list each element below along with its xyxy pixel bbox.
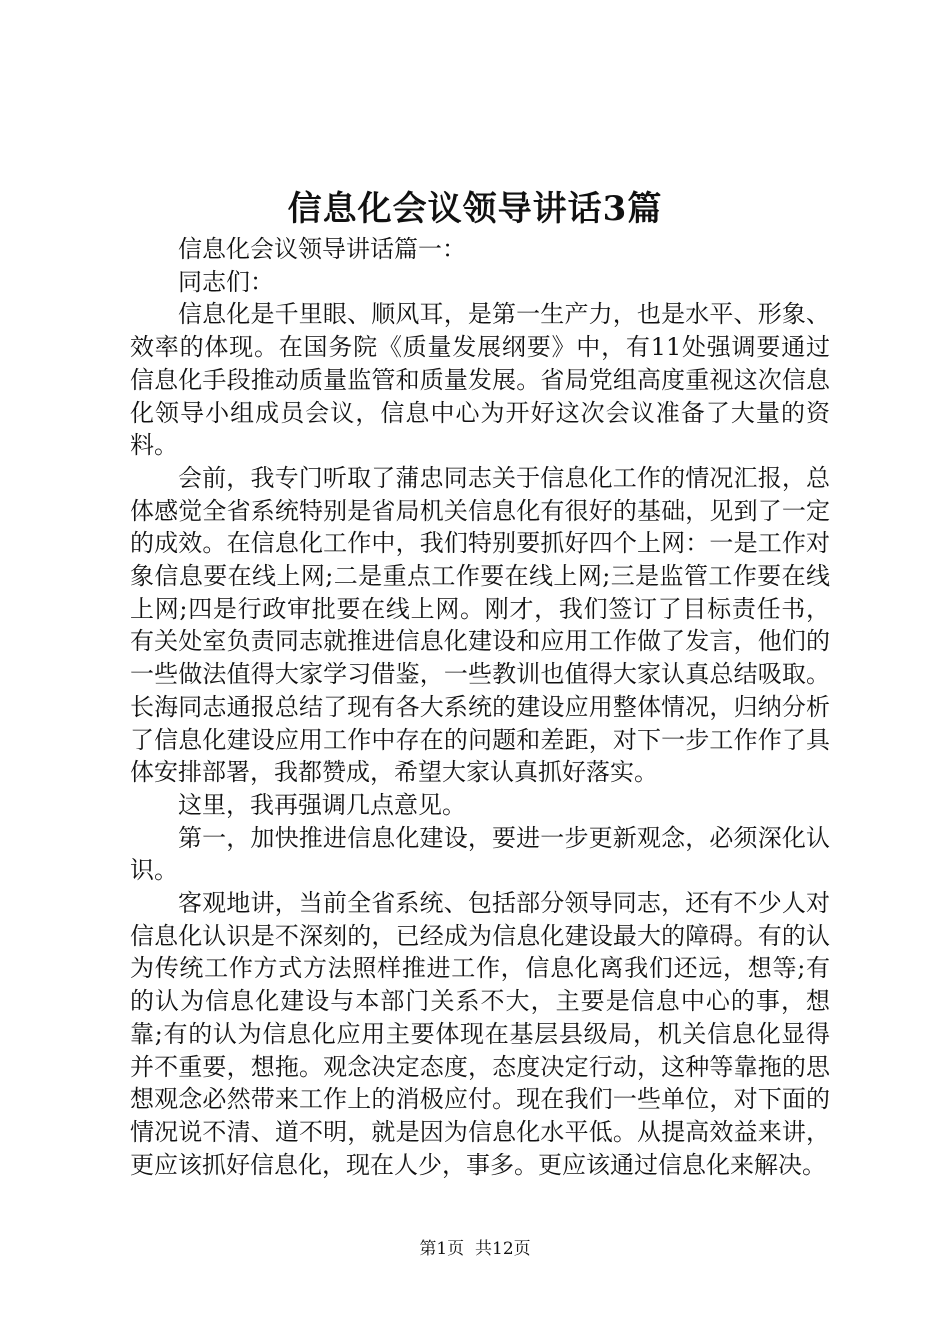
page-number: 第1页 (419, 1239, 465, 1259)
salutation: 同志们： (178, 267, 274, 296)
body-paragraph: 第一，加快推进信息化建设，要进一步更新观念，必须深化认识。 (130, 823, 830, 885)
body-paragraph: 客观地讲，当前全省系统、包括部分领导同志，还有不少人对信息化认识是不深刻的，已经成为信息化建设最大的障碍。有的认为传统工作方式方法照样推进工作，信息化离我们还远，想等;有的认为信息化建设与本部门关系不大，主要是信息中心的事，想靠;有的认为信息化应用主要体现在基层县级局，机关信息化显得并不重要，想拖。观念决定态度，态度决定行动，这种等靠拖的思想观念必然带来工作上的消极应付。现在我们一些单位，对下面的情况说不清、道不明，就是因为信息化水平低。从提高效益来讲，更应该抓好信息化，现在人少，事多。更应该通过信息化来解决。 (130, 889, 830, 1179)
page-total: 共12页 (475, 1239, 531, 1259)
body-paragraph: 信息化是千里眼、顺风耳，是第一生产力，也是水平、形象、效率的体现。在国务院《质量发展纲要》中，有11处强调要通过信息化手段推动质量监管和质量发展。省局党组高度重视这次信息化领导小组成员会议，信息中心为开好这次会议准备了大量的资料。 (130, 300, 830, 460)
document-body (130, 233, 830, 1181)
section-heading: 信息化会议领导讲话篇一： (178, 235, 466, 263)
body-paragraph: 这里，我再强调几点意见。 (178, 790, 466, 819)
page-footer (0, 1237, 950, 1261)
document-title: 信息化会议领导讲话3篇 (287, 189, 663, 229)
footer-spacer (464, 1239, 475, 1259)
body-paragraph: 会前，我专门听取了蒲忠同志关于信息化工作的情况汇报，总体感觉全省系统特别是省局机关信息化有很好的基础，见到了一定的成效。在信息化工作中，我们特别要抓好四个上网：一是工作对象信息要在线上网;二是重点工作要在线上网;三是监管工作要在线上网;四是行政审批要在线上网。刚才，我们签订了目标责任书，有关处室负责同志就推进信息化建设和应用工作做了发言，他们的一些做法值得大家学习借鉴，一些教训也值得大家认真总结吸取。长海同志通报总结了现有各大系统的建设应用整体情况，归纳分析了信息化建设应用工作中存在的问题和差距，对下一步工作作了具体安排部署，我都赞成，希望大家认真抓好落实。 (130, 463, 830, 787)
